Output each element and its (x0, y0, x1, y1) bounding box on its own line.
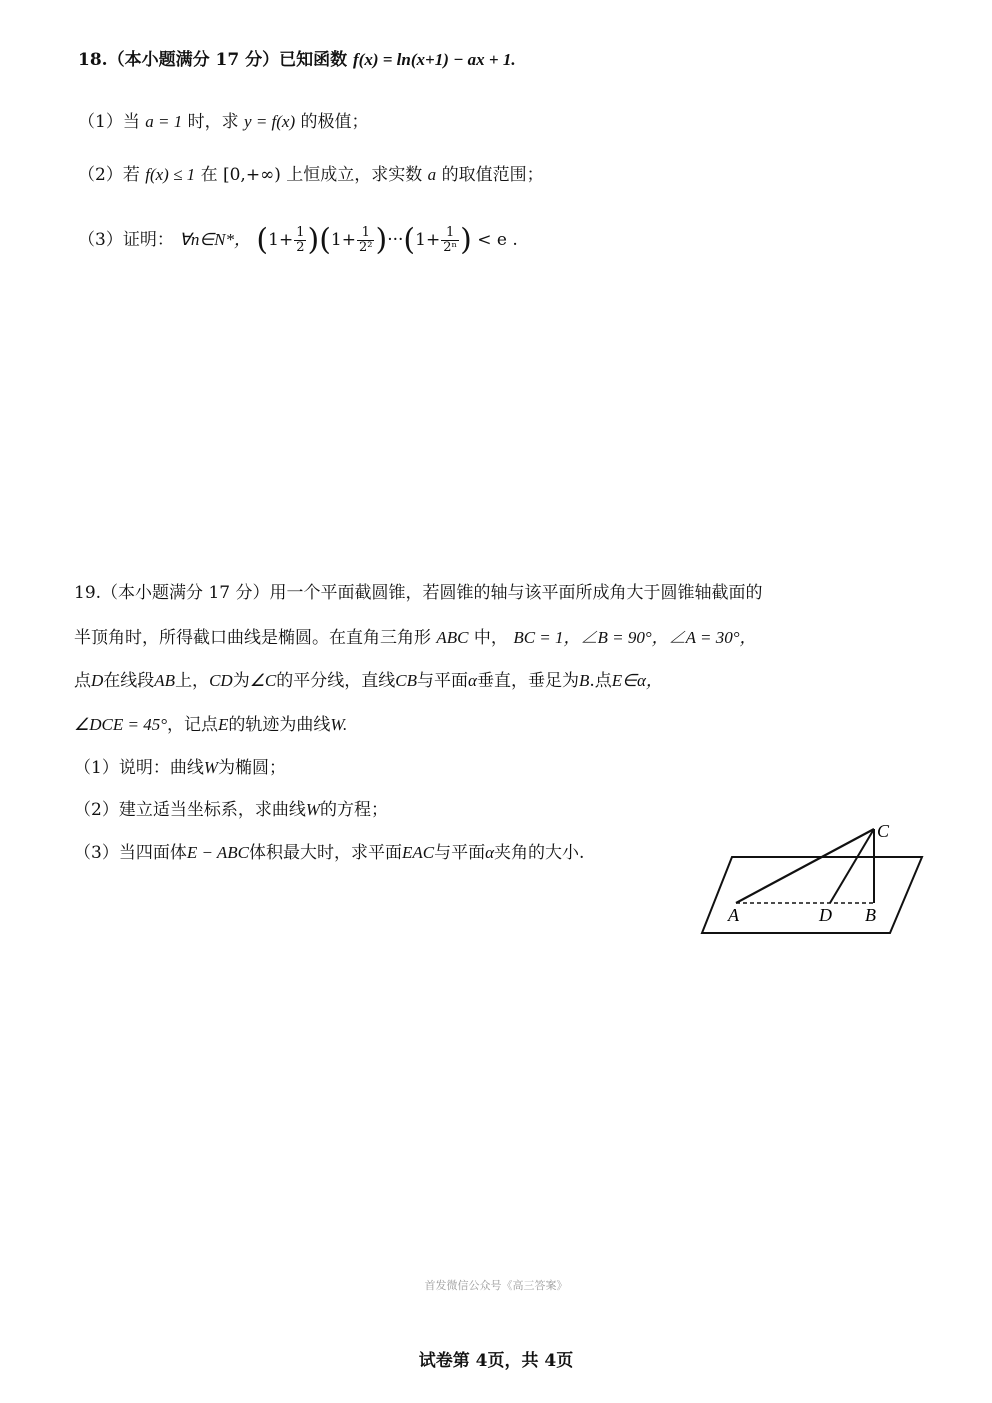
q19-p3-f: α (485, 843, 495, 862)
q18-p1-cond: a = 1 (145, 112, 183, 131)
open-paren-2: ( (319, 222, 331, 258)
q19-p3-a: （3）当四面体 (74, 843, 187, 863)
q18-part3 (78, 220, 518, 261)
q18-p2-expr: f(x) ≤ 1 (145, 165, 196, 184)
q18-p1-mid: 时，求 (187, 112, 239, 132)
q18-p3-end: < e . (477, 230, 518, 250)
q19-line3-p: E∈α， (611, 671, 663, 690)
q18-p3-one-3: 1+ (415, 230, 441, 250)
page-footer: 试卷第 4页，共 4页 (418, 1351, 574, 1371)
q18-p3-quant: ∀n∈N*， (179, 230, 252, 249)
q19-line3-a: 点 (74, 671, 91, 691)
q19-p1-a: （1）说明：曲线 (74, 758, 204, 778)
q18-header-text: 18.（本小题满分 17 分）已知函数 (78, 50, 348, 70)
q19-line2-a: 半顶角时，所得截口曲线是椭圆。在直角三角形 (74, 628, 431, 648)
fraction-1 (294, 226, 306, 255)
q18-p1-end: 的极值； (300, 112, 369, 132)
q18-p3-one-2: 1+ (330, 230, 356, 250)
q18-p3-prefix: （3）证明： (78, 230, 174, 250)
q19-part2 (74, 798, 388, 822)
q19-line3-d: AB (154, 671, 176, 690)
open-paren-1: ( (256, 222, 269, 258)
label-A: A (728, 905, 739, 925)
close-paren-1: ) (307, 222, 320, 258)
q19-line2-d: BC = 1，∠B = 90°，∠A = 30°， (513, 628, 757, 647)
q19-line3-j: CB (395, 671, 418, 690)
q19-line4 (74, 713, 347, 737)
geometry-figure (690, 815, 940, 945)
q19-line4-b: ，记点 (167, 715, 219, 735)
q19-line3-g: 为 (232, 671, 250, 691)
frac3-num: 1 (441, 226, 459, 241)
label-B: B (865, 905, 876, 925)
q18-p2-mid2: 上恒成立，求实数 (286, 165, 423, 185)
q18-p1-prefix: （1）当 (78, 112, 140, 132)
q19-line3-b: D (91, 671, 104, 690)
q19-line1 (74, 581, 762, 605)
q18-p2-prefix: （2）若 (78, 165, 140, 185)
q18-part2 (78, 163, 544, 187)
q19-line4-c: E (218, 715, 229, 734)
q18-part1 (78, 110, 369, 134)
q18-p3-one-1: 1+ (268, 230, 294, 250)
q19-line3-i: 的平分线，直线 (276, 671, 396, 691)
q19-p1-c: 为椭圆； (218, 758, 286, 778)
q19-p3-d: EAC (401, 843, 435, 862)
q19-line1-text: 19.（本小题满分 17 分）用一个平面截圆锥，若圆锥的轴与该平面所成角大于圆锥轴截面的 (74, 583, 763, 603)
q19-line3-e: 上， (175, 671, 210, 691)
q18-p2-end: 的取值范围； (441, 165, 544, 185)
q19-line2 (74, 626, 757, 650)
q19-p2-b: W (305, 800, 320, 819)
q19-line3-k: 与平面 (417, 671, 469, 691)
frac2-den: 2² (358, 240, 373, 255)
frac3-den: 2ⁿ (443, 240, 458, 255)
q19-p2-c: 的方程； (320, 800, 388, 820)
q19-p1-b: W (203, 758, 218, 777)
label-C: C (877, 821, 890, 841)
q19-line3-h: ∠C (249, 671, 277, 690)
q19-part3 (74, 841, 584, 865)
segment-AC (736, 829, 874, 903)
q19-p3-e: 与平面 (434, 843, 486, 863)
open-paren-3: ( (403, 222, 416, 258)
q19-line2-c: 中， (473, 628, 508, 648)
q18-p2-mid: 在 (200, 165, 218, 185)
q19-p3-b: E − ABC (186, 843, 249, 862)
q19-line3-n: B (578, 671, 590, 690)
frac1-den: 2 (296, 240, 305, 255)
q18-p2-var: a (427, 165, 437, 184)
q18-p2-interval: [0,+∞) (222, 165, 281, 185)
q19-part1 (74, 756, 286, 780)
q18-header (78, 48, 516, 72)
q19-line3-m: 垂直，垂足为 (476, 671, 579, 691)
label-D: D (819, 905, 832, 925)
q19-p2-a: （2）建立适当坐标系，求曲线 (74, 800, 306, 820)
q19-line3-l: α (468, 671, 477, 690)
close-paren-3: ) (460, 222, 472, 258)
q18-p1-expr: y = f(x) (244, 112, 296, 131)
q19-line3-o: .点 (589, 671, 612, 691)
q19-p3-g: 夹角的大小. (494, 843, 585, 863)
q18-p3-dots: ··· (387, 230, 404, 250)
frac1-num: 1 (296, 225, 305, 240)
q19-line2-b: ABC (436, 628, 469, 647)
q19-line3 (74, 669, 663, 693)
frac2-num: 1 (357, 226, 374, 241)
q19-line4-e: W. (330, 715, 348, 734)
watermark: 首发微信公众号《高三答案》 (424, 1279, 568, 1292)
q19-line4-a: ∠DCE = 45° (74, 715, 168, 734)
fraction-3 (441, 226, 459, 255)
q19-line3-f: CD (209, 671, 233, 690)
q19-line3-c: 在线段 (103, 671, 155, 691)
fraction-2 (357, 226, 374, 255)
q18-formula: f(x) = ln(x+1) − ax + 1. (353, 50, 516, 69)
q19-p3-c: 体积最大时，求平面 (248, 843, 402, 863)
close-paren-2: ) (375, 222, 388, 258)
q19-line4-d: 的轨迹为曲线 (228, 715, 331, 735)
